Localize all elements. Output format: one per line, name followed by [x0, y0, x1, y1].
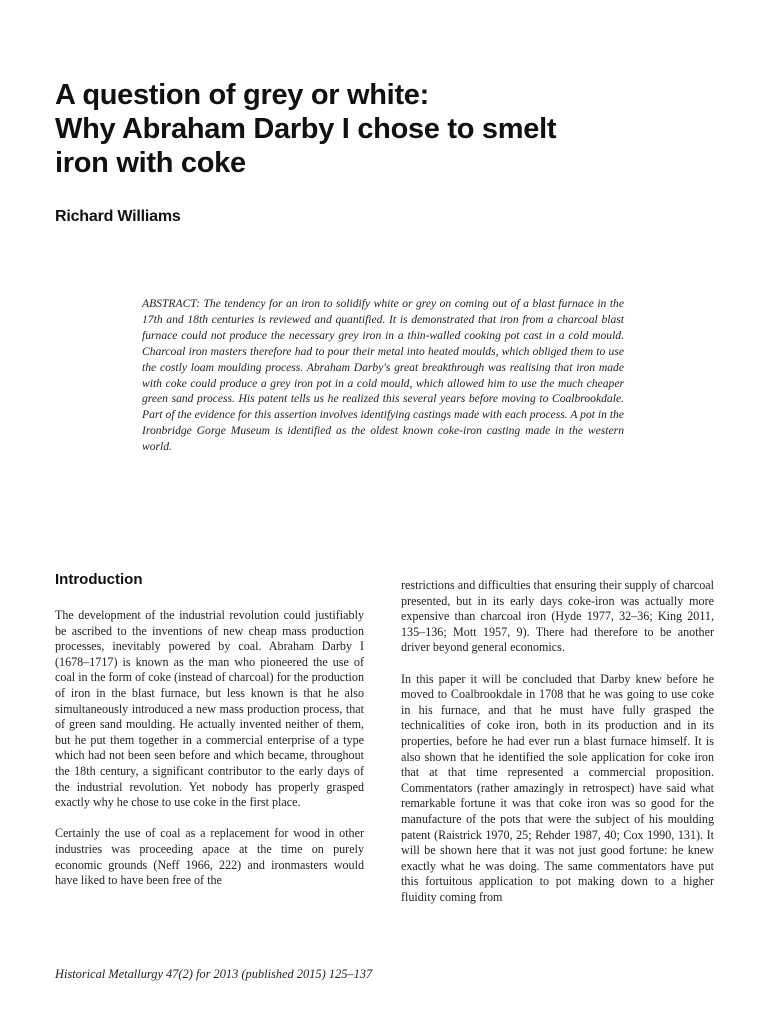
- body-column-right: [401, 578, 714, 921]
- journal-citation-footer: Historical Metallurgy 47(2) for 2013 (published 2015) 125–137: [55, 967, 373, 981]
- paragraph: Certainly the use of coal as a replacement for wood in other industries was proceeding apace at the time on purely economic grounds (Neff 1966, 222) and ironmasters would have liked to have been free of the: [55, 826, 364, 888]
- paragraph: The development of the industrial revolution could justifiably be ascribed to the inventions of new cheap mass production processes, inevitably powered by coal. Abraham Darby I (1678–1717) is known as the man who pioneered the use of coal in the form of coke (instead of charcoal) for the production of iron in the blast furnace, but less known is that he also simultaneously introduced a new mass production process, that of green sand moulding. He actually invented neither of them, but he put them together in a commercial enterprise of a type which had not been seen before and which became, throughout the 18th century, a significant contributor to the early days of the industrial revolution. Yet nobody has properly grasped exactly why he chose to use coke in the first place.: [55, 608, 364, 810]
- section-heading-introduction: Introduction: [55, 571, 143, 588]
- author-name: Richard Williams: [55, 208, 181, 225]
- paragraph: In this paper it will be concluded that Darby knew before he moved to Coalbrookdale in 1708 that he was going to use coke in his furnace, and that he must have fully grasped the technicalities of coke iron, both in its production and in its properties, before he had ever run a blast furnace himself. It is also shown that he identified the sole application for coke iron that at that time represented a commercial proposition. Commentators (rather amazingly in retrospect) have said what remarkable fortune it was that coke iron was so good for the manufacture of the pots that were the subject of his moulding patent (Raistrick 1970, 25; Rehder 1987, 40; Cox 1990, 131). It will be shown here that it was not just good fortune: he knew exactly what he was doing. The same commentators have put this fortuitous application to pot making down to a higher fluidity coming from: [401, 671, 714, 904]
- article-title: [55, 78, 695, 180]
- paragraph: restrictions and difficulties that ensuring their supply of charcoal presented, but in its early days coke-iron was actually more expensive than charcoal iron (Hyde 1977, 32–36; King 2011, 135–136; Mott 1957, 9). There had therefore to be another driver beyond general economics.: [401, 578, 714, 655]
- abstract: ABSTRACT: The tendency for an iron to solidify white or grey on coming out of a blast furnace in the 17th and 18th centuries is reviewed and quantified. It is demonstrated that iron from a charcoal blast furnace could not produce the necessary grey iron in a thin-walled cooking pot cast in a cold mould. Charcoal iron masters therefore had to pour their metal into heated moulds, which obliged them to use the costly loam moulding process. Abraham Darby's great breakthrough was realising that iron made with coke could produce a grey iron pot in a cold mould, which allowed him to use the much cheaper green sand process. His patent tells us he realized this several years before moving to Coalbrookdale. Part of the evidence for this assertion involves identifying castings made with each process. A pot in the Ironbridge Gorge Museum is identified as the oldest known coke-iron casting made in the western world.: [142, 297, 624, 454]
- title-line-3: iron with coke: [55, 147, 246, 179]
- title-line-1: A question of grey or white:: [55, 79, 429, 111]
- title-line-2: Why Abraham Darby I chose to smelt: [55, 113, 557, 145]
- body-column-left: [55, 608, 364, 904]
